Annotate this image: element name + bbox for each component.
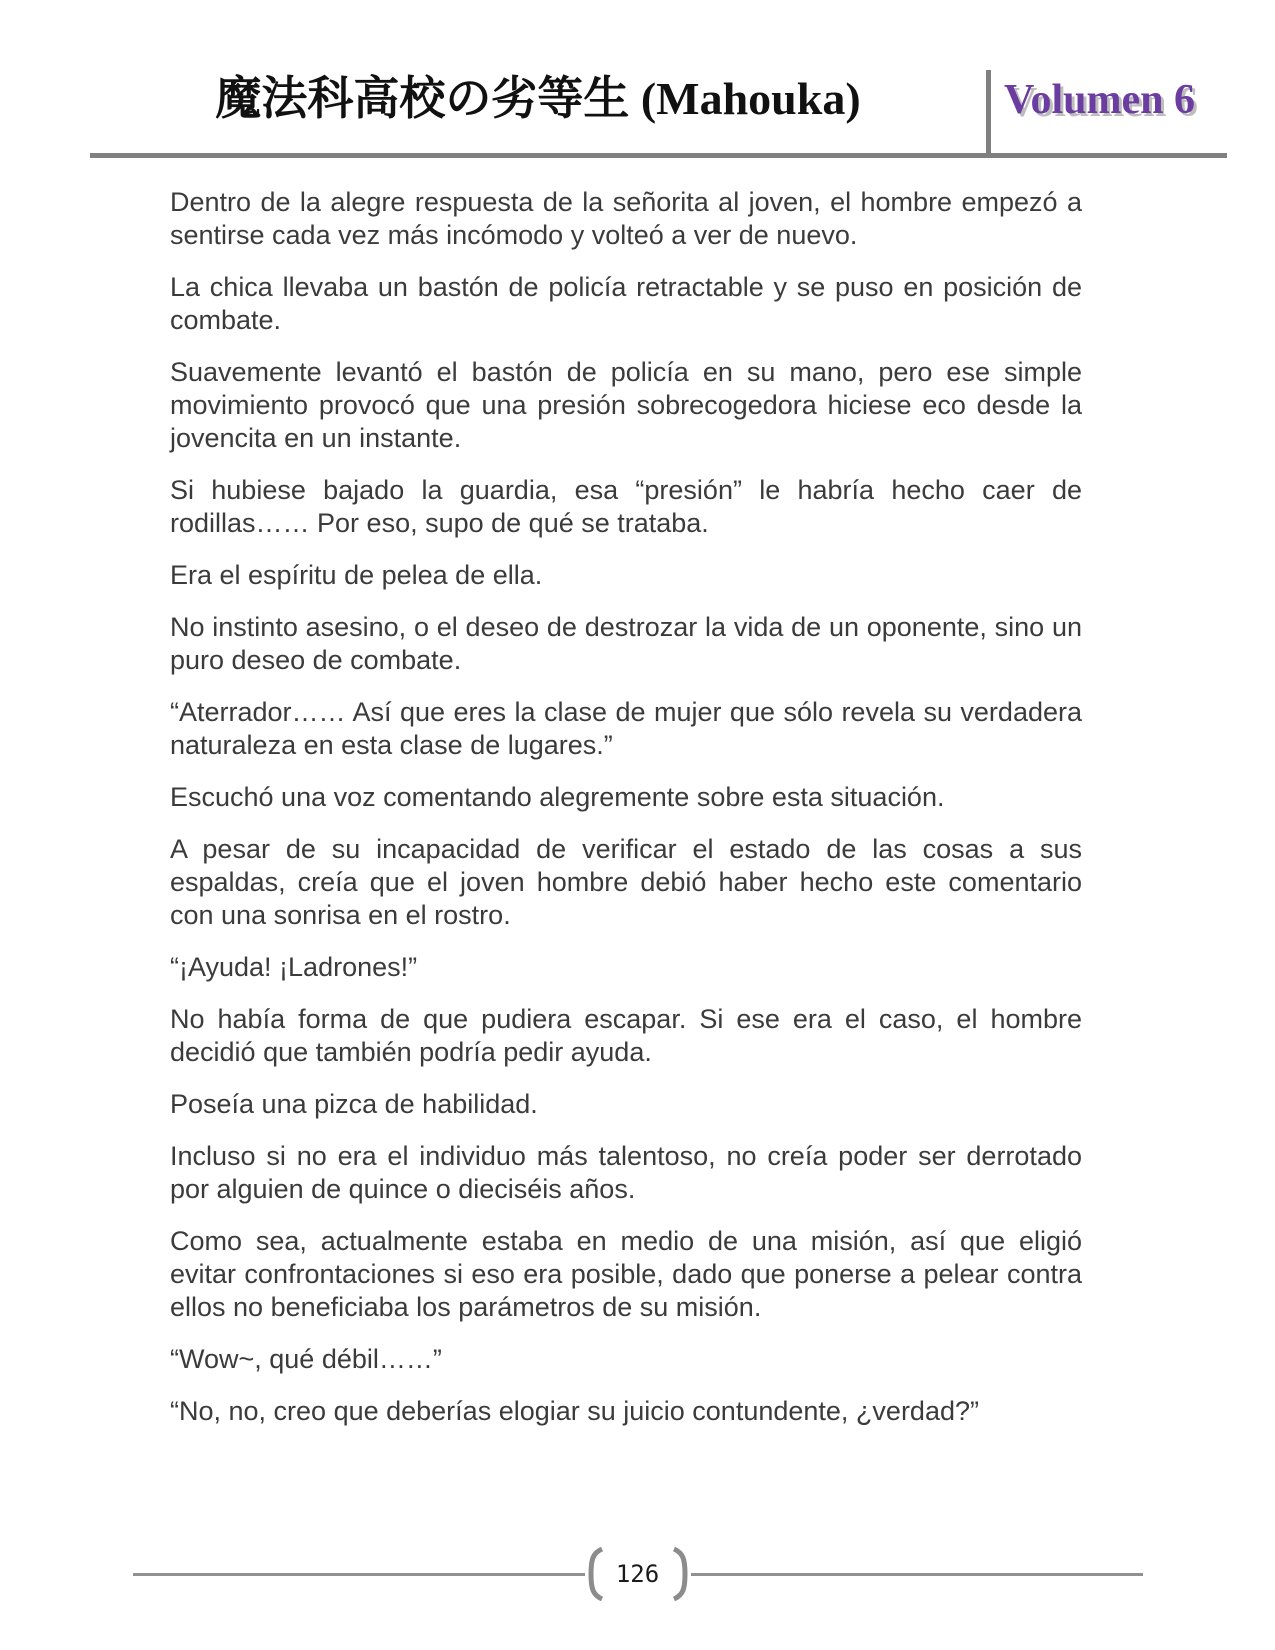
paragraph: Como sea, actualmente estaba en medio de una misión, así que eligió evitar confrontaciones si eso era posible, dado que ponerse a pelear contra ellos no beneficiaba los parámetros de su misión. bbox=[170, 1226, 1082, 1322]
footer-bracket-right-icon bbox=[669, 1546, 691, 1602]
paragraph: Si hubiese bajado la guardia, esa “presión” le habría hecho caer de rodillas…… Por eso, supo de qué se trataba. bbox=[170, 475, 1082, 538]
paragraph: “No, no, creo que deberías elogiar su juicio contundente, ¿verdad?” bbox=[170, 1396, 979, 1426]
paragraph: Era el espíritu de pelea de ella. bbox=[170, 560, 543, 590]
header-vertical-divider bbox=[986, 70, 991, 158]
volume-label: Volumen 6 bbox=[1004, 77, 1195, 123]
paragraph: Poseía una pizca de habilidad. bbox=[170, 1089, 538, 1119]
footer-rule-right bbox=[691, 1573, 1143, 1576]
body-text bbox=[170, 186, 1082, 1447]
paragraph: Dentro de la alegre respuesta de la señorita al joven, el hombre empezó a sentirse cada vez más incómodo y volteó a ver de nuevo. bbox=[170, 187, 1082, 250]
paragraph: Incluso si no era el individuo más talentoso, no creía poder ser derrotado por alguien de quince o dieciséis años. bbox=[170, 1141, 1082, 1204]
page-header bbox=[0, 0, 1275, 158]
paragraph: La chica llevaba un bastón de policía retractable y se puso en posición de combate. bbox=[170, 272, 1082, 335]
paragraph: “¡Ayuda! ¡Ladrones!” bbox=[170, 952, 418, 982]
paragraph: Suavemente levantó el bastón de policía en su mano, pero ese simple movimiento provocó que una presión sobrecogedora hiciese eco desde la jovencita en un instante. bbox=[170, 357, 1082, 453]
paragraph: No había forma de que pudiera escapar. Si ese era el caso, el hombre decidió que también podría pedir ayuda. bbox=[170, 1004, 1082, 1067]
paragraph: No instinto asesino, o el deseo de destrozar la vida de un oponente, sino un puro deseo de combate. bbox=[170, 612, 1082, 675]
paragraph: “Aterrador…… Así que eres la clase de mujer que sólo revela su verdadera naturaleza en esta clase de lugares.” bbox=[170, 697, 1082, 760]
footer-rule-left bbox=[133, 1573, 585, 1576]
paragraph: “Wow~, qué débil……” bbox=[170, 1344, 442, 1374]
document-title: 魔法科高校の劣等生 (Mahouka) bbox=[215, 73, 861, 124]
paragraph: Escuchó una voz comentando alegremente sobre esta situación. bbox=[170, 782, 945, 812]
page-footer bbox=[0, 1544, 1275, 1604]
paragraph: A pesar de su incapacidad de verificar el estado de las cosas a sus espaldas, creía que el joven hombre debió haber hecho este comentario con una sonrisa en el rostro. bbox=[170, 834, 1082, 930]
footer-bracket-left-icon bbox=[585, 1546, 607, 1602]
header-horizontal-rule bbox=[90, 153, 1227, 158]
page-number: 126 bbox=[615, 1560, 660, 1588]
